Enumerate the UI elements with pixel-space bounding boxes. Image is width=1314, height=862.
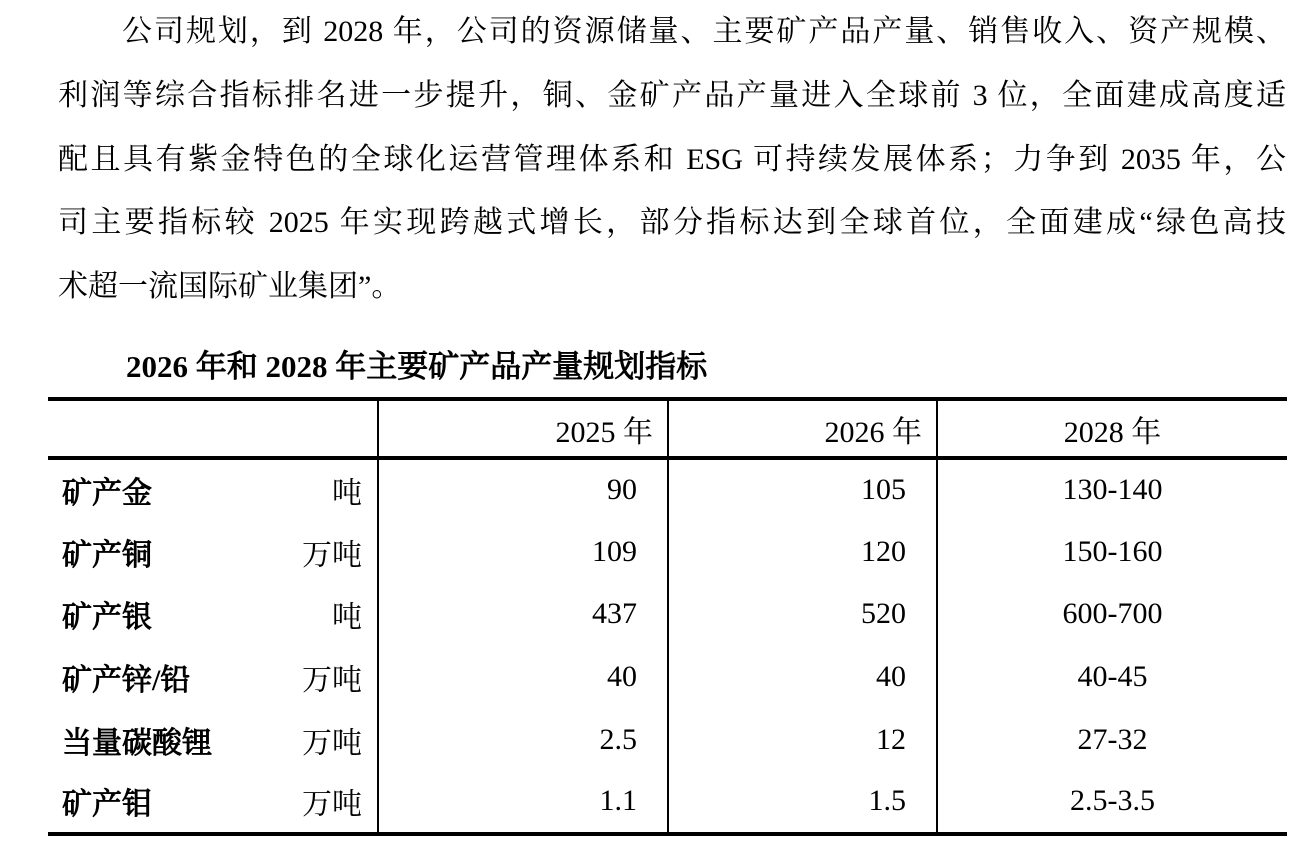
table-header-row — [48, 399, 1287, 458]
product-unit: 万吨 — [302, 726, 362, 760]
value-2025: 90 — [378, 458, 668, 521]
product-name: 当量碳酸锂 — [62, 726, 212, 760]
paragraph-line: 术超一流国际矿业集团”。 — [58, 270, 402, 304]
value-2026: 1.5 — [668, 771, 937, 834]
value-2028: 600-700 — [937, 583, 1287, 646]
value-2026: 105 — [668, 458, 937, 521]
table-row — [48, 708, 1287, 771]
value-2028: 2.5-3.5 — [937, 771, 1287, 834]
product-unit: 万吨 — [302, 788, 362, 822]
paragraph-line: 公司规划，到 2028 年，公司的资源储量、主要矿产品产量、销售收入、资产规模、 — [122, 15, 1286, 48]
value-2028: 130-140 — [937, 458, 1287, 521]
paragraph-line: 配且具有紫金特色的全球化运营管理体系和 ESG 可持续发展体系；力争到 2035 年，公 — [58, 142, 1286, 176]
product-unit: 万吨 — [302, 664, 362, 698]
product-name: 矿产铜 — [62, 538, 152, 572]
header-year-2026: 2026 年 — [668, 399, 937, 458]
value-2028: 150-160 — [937, 521, 1287, 584]
product-name: 矿产锌/铅 — [62, 664, 191, 698]
table-row — [48, 583, 1287, 646]
value-2025: 437 — [378, 583, 668, 646]
product-unit: 吨 — [332, 601, 362, 635]
header-year-2025: 2025 年 — [378, 399, 668, 458]
product-unit: 万吨 — [302, 538, 362, 572]
value-2028: 27-32 — [937, 708, 1287, 771]
table-row — [48, 646, 1287, 709]
table-row — [48, 458, 1287, 521]
product-name: 矿产钼 — [62, 788, 152, 822]
product-name: 矿产金 — [62, 477, 152, 511]
table-row — [48, 521, 1287, 584]
product-unit: 吨 — [332, 477, 362, 511]
value-2026: 120 — [668, 521, 937, 584]
paragraph-line: 司主要指标较 2025 年实现跨越式增长，部分指标达到全球首位，全面建成“绿色高技 — [58, 206, 1286, 240]
value-2026: 12 — [668, 708, 937, 771]
value-2028: 40-45 — [937, 646, 1287, 709]
header-product-column — [48, 399, 378, 458]
value-2025: 109 — [378, 521, 668, 584]
value-2026: 40 — [668, 646, 937, 709]
product-name: 矿产银 — [62, 601, 152, 635]
value-2025: 40 — [378, 646, 668, 709]
table-title: 2026 年和 2028 年主要矿产品产量规划指标 — [126, 349, 708, 384]
header-year-2028: 2028 年 — [937, 399, 1287, 458]
table-row — [48, 771, 1287, 834]
value-2026: 520 — [668, 583, 937, 646]
value-2025: 2.5 — [378, 708, 668, 771]
value-2025: 1.1 — [378, 771, 668, 834]
paragraph-line: 利润等综合指标排名进一步提升，铜、金矿产品产量进入全球前 3 位，全面建成高度适 — [58, 78, 1286, 112]
production-plan-table — [48, 397, 1287, 836]
body-paragraph — [58, 0, 1286, 319]
